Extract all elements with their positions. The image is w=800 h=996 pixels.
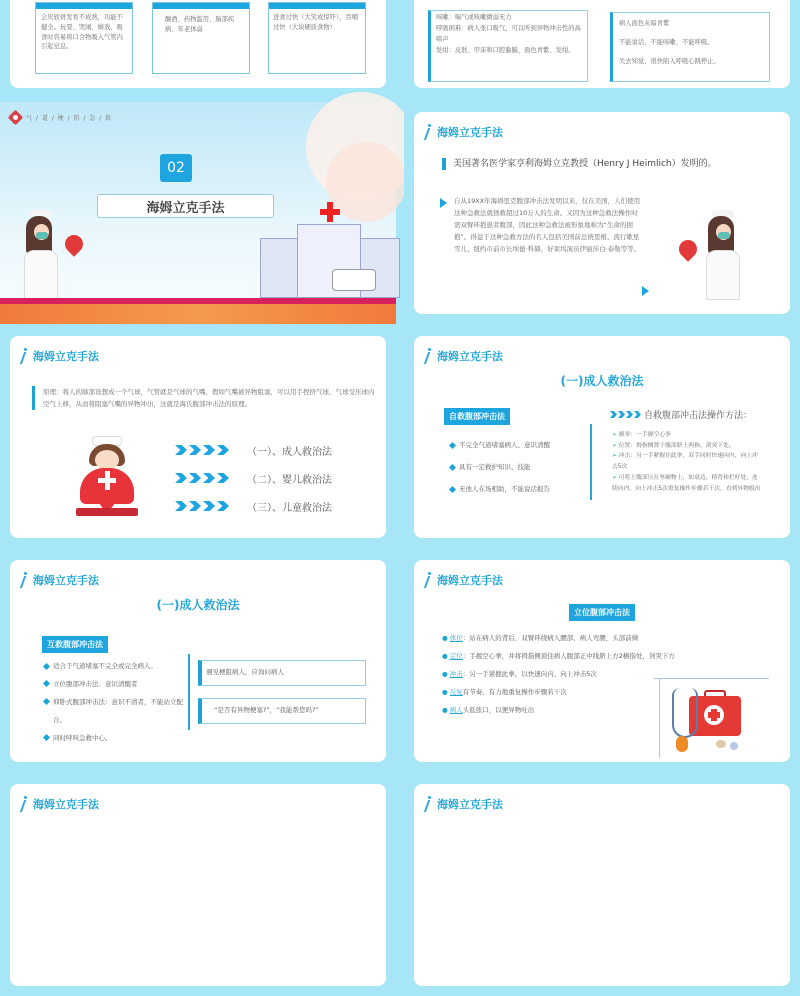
symptom-line: 发绀：皮肤、甲床和口腔黏膜、面色青紫、发绀。 xyxy=(436,47,575,55)
info-column-2 xyxy=(152,2,250,74)
slide-header xyxy=(424,124,503,140)
principle-text: 原理：将人的肺部设想成一个气球，气管就是气球的气嘴，假如气嘴被异物阻塞，可以用手捏挤气球，气球受压球内空气上移，从而将阻塞气嘴的异物冲出，这就是海氏腹部冲击法的原理。 xyxy=(32,386,377,410)
step-item: ● 体位：站在病人的背后，双臂环绕病人腰部，病人弯腰，头部前倾 xyxy=(442,634,639,642)
slide-header-title: 海姆立克手法 xyxy=(437,574,503,587)
method-tag: 自救腹部冲击法 xyxy=(444,408,510,425)
method-label: （三）、儿童救治法 xyxy=(247,502,332,514)
slide-card xyxy=(414,336,790,538)
symptom-line: 不能说话、不能咳嗽、不能呼吸。 xyxy=(619,38,714,46)
runner-icon xyxy=(424,124,434,140)
section-number: 02 xyxy=(160,154,192,182)
step-item: ➢ 可将上腹部压在坚硬物上，如桌边、椅背和栏杆处，连续向内、向上冲击5次重复操作步骤若干次，直到异物脱出 xyxy=(612,474,761,492)
diamond-bullet-icon xyxy=(43,680,50,687)
method-list xyxy=(175,436,332,520)
slide-card xyxy=(10,0,386,88)
symptom-line: 呼吸困难：病人张口吸气，可以听到异物冲击性的高啼声 xyxy=(436,25,581,44)
method-title: 自救腹部冲击法操作方法： xyxy=(644,411,753,421)
chevrons-icon xyxy=(610,411,641,418)
slide-header-title: 海姆立克手法 xyxy=(33,350,99,363)
chevron-right-icon xyxy=(440,198,447,208)
runner-icon xyxy=(424,796,434,812)
method-item[interactable] xyxy=(175,492,332,520)
chevrons-icon xyxy=(175,473,229,483)
slide-self-rescue[interactable] xyxy=(404,326,800,548)
method-label: （二）、婴儿救治法 xyxy=(247,474,332,486)
method-label: （一）、成人救治法 xyxy=(247,446,332,458)
slide-card xyxy=(10,336,386,538)
nurse-badge-illustration xyxy=(74,436,140,522)
slide-card xyxy=(10,560,386,762)
slide-header xyxy=(20,348,99,364)
step-item: ➢ 冲击：另一手紧握住此拳，双手同时快速向内、向上冲击5次 xyxy=(612,453,758,471)
slide-header xyxy=(20,572,99,588)
slide-principle[interactable] xyxy=(0,326,396,548)
ground-base xyxy=(0,304,396,324)
medical-cross-icon xyxy=(8,110,24,126)
step-item: ● 冲击：另一手紧握此拳，以快速向内、向上冲击5次 xyxy=(442,669,597,678)
slide-top-right[interactable] xyxy=(404,0,800,98)
method-item[interactable] xyxy=(175,464,332,492)
diamond-bullet-icon xyxy=(43,734,50,741)
list-item: 立位腹部冲击法：意识清醒者 xyxy=(44,676,194,694)
step-item: ● 定位：手握空心拳，并将拇指侧顶住病人腹部正中线脐上方2横指处，剑突下方 xyxy=(442,651,675,660)
info-column-1 xyxy=(35,2,133,74)
slide-header-title: 海姆立克手法 xyxy=(437,798,503,811)
dialog-box: “是否有异物梗塞?”，“我能帮您吗?” xyxy=(198,698,366,724)
slide-section[interactable] xyxy=(0,102,396,324)
step-item: ➢ 位置：拇指侧置于腹部脐上两指、剑突下处。 xyxy=(612,442,735,449)
symptom-box-right xyxy=(610,12,770,82)
section-title: 海姆立克手法 xyxy=(97,194,274,218)
column-text: 酗酒、药物滥用、脑部疾病、年老体弱 xyxy=(165,16,235,33)
condition-item: 无他人在场相助，不能说话报告 xyxy=(450,484,550,493)
slide-card xyxy=(10,784,386,986)
chevron-right-icon xyxy=(642,286,649,296)
slide-card xyxy=(414,560,790,762)
slide-header-title: 海姆立克手法 xyxy=(33,798,99,811)
medical-kit-illustration xyxy=(654,678,774,758)
chevrons-icon xyxy=(175,445,229,455)
divider xyxy=(590,424,592,500)
column-text: 会厌软骨发育不成熟，功能不健全。玩耍、哭闹、嬉戏、吸食时容易将口含物吸入气管内引起窒息。 xyxy=(41,14,123,51)
info-column-3 xyxy=(268,2,366,74)
slide-mutual-rescue[interactable] xyxy=(0,550,396,772)
diamond-bullet-icon xyxy=(449,485,456,492)
slide-header xyxy=(424,572,503,588)
symptom-box-left xyxy=(428,10,588,82)
step-item: ● 反复有节奏、有力地重复操作步骤若干次 xyxy=(442,687,567,696)
condition-item: 不完全气道堵塞病人、意识清醒 xyxy=(450,440,550,449)
runner-icon xyxy=(20,348,30,364)
step-item: ● 病人头低张口，以便异物吐出 xyxy=(442,705,535,714)
breadcrumb-text: 气 / 道 / 梗 / 阻 / 急 / 救 xyxy=(26,115,113,122)
slide-header-title: 海姆立克手法 xyxy=(437,350,503,363)
breadcrumb xyxy=(10,112,112,123)
symptom-line: 失去知觉，很快陷入呼吸心跳停止。 xyxy=(619,57,720,65)
diamond-bullet-icon xyxy=(449,441,456,448)
slide-standing[interactable] xyxy=(404,550,800,772)
nurse-illustration xyxy=(22,210,72,300)
method-title-row xyxy=(610,408,752,421)
slide-header xyxy=(20,796,99,812)
list-item: 适合于气道堵塞不完全或完全病人。 xyxy=(44,658,194,676)
method-item[interactable] xyxy=(175,436,332,464)
divider xyxy=(188,654,190,730)
slide-header xyxy=(424,348,503,364)
runner-icon xyxy=(424,348,434,364)
slide-header-title: 海姆立克手法 xyxy=(437,126,503,139)
diamond-bullet-icon xyxy=(43,698,50,705)
method-tag: 立位腹部冲击法 xyxy=(569,604,635,621)
intro-body: 自从19XX年海姆里克腹部冲击法发明以来，仅在美国，人们使用这种急救法就拯救超过10万人的生命。又因为这种急救法操作时需双臂环抱患者腹部，因此这种急救法被形象地称为“生命的拥抱”。得益于这种急救方法的名人包括美国前总统里根、流行歌星雪儿、纽约市前市长埃德·科赫、好莱坞演员伊丽莎白·泰勒等等。 xyxy=(454,197,641,254)
slide-header-title: 海姆立克手法 xyxy=(33,574,99,587)
diamond-bullet-icon xyxy=(449,463,456,470)
runner-icon xyxy=(20,572,30,588)
dialog-box: 遇见梗阻病人，应询问病人 xyxy=(198,660,366,686)
slide-card xyxy=(414,0,790,88)
slide-bottom-right[interactable] xyxy=(404,774,800,996)
runner-icon xyxy=(20,796,30,812)
column-text: 进食过快（大笑或惊吓），吞咽过快（大块硬质食物） xyxy=(273,14,359,31)
diamond-bullet-icon xyxy=(43,662,50,669)
runner-icon xyxy=(424,572,434,588)
list-item: 同时呼叫急救中心。 xyxy=(44,730,194,748)
slide-top-left[interactable] xyxy=(0,0,396,98)
hospital-illustration xyxy=(260,214,400,299)
slide-title: (一)成人救治法 xyxy=(560,374,644,388)
tag-row xyxy=(414,600,790,621)
symptom-line: 病人面色灰暗青紫 xyxy=(619,20,670,27)
slide-card xyxy=(414,112,790,314)
slide-header xyxy=(424,796,503,812)
heart-icon xyxy=(675,236,700,261)
method-tag: 互救腹部冲击法 xyxy=(42,636,108,653)
chevrons-icon xyxy=(175,501,229,511)
symptom-line: 咳嗽：喘气或咳嗽微弱无力 xyxy=(436,14,512,21)
step-list xyxy=(612,430,762,494)
slide-bottom-left[interactable] xyxy=(0,774,396,996)
condition-list xyxy=(450,440,550,493)
nurse-illustration xyxy=(704,210,754,300)
step-item: ➢ 握拳：一手握空心拳 xyxy=(612,432,671,438)
item-list xyxy=(44,658,194,747)
list-item: 仰卧式腹部冲击法：意识不清者，不能站立配合。 xyxy=(44,694,194,730)
slide-intro[interactable] xyxy=(404,102,800,324)
condition-item: 具有一定救护知识、技能 xyxy=(450,462,550,471)
intro-headline: 美国著名医学家亨利海姆立克教授（Henry J Heimlich）发明的。 xyxy=(442,158,742,170)
slide-card xyxy=(414,784,790,986)
slide-title: (一)成人救治法 xyxy=(156,598,240,612)
